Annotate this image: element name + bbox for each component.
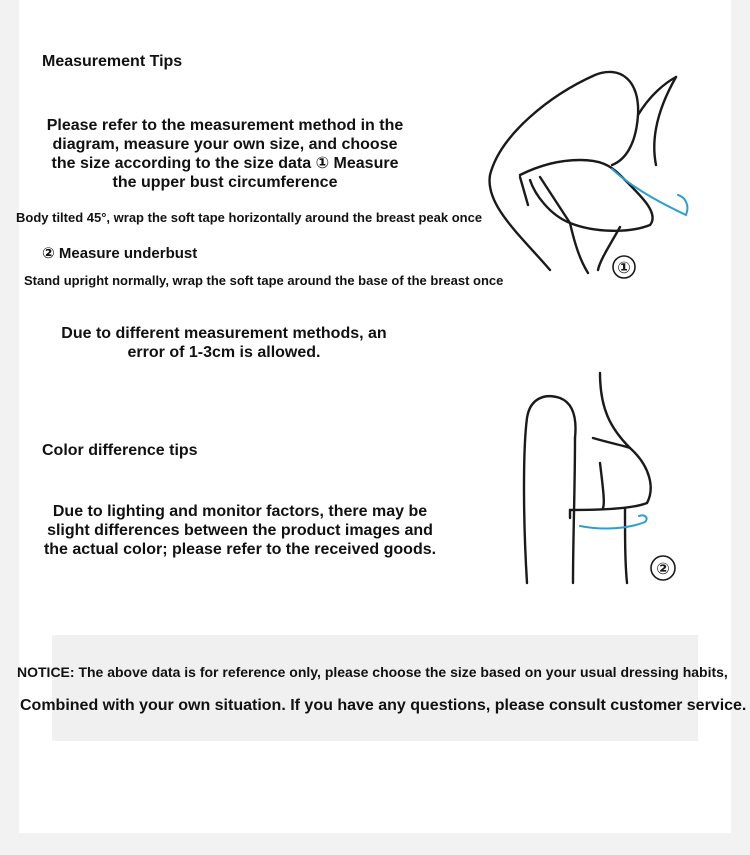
tape-line-2	[580, 515, 647, 528]
figure-outline	[490, 72, 676, 273]
step1-instruction: Body tilted 45°, wrap the soft tape horizontally around the breast peak once	[16, 210, 483, 225]
color-tips-title: Color difference tips	[42, 442, 198, 459]
notice-line-1: NOTICE: The above data is for reference only, please choose the size based on your usual dressing habits,	[17, 664, 728, 680]
step2-title: ② Measure underbust	[42, 245, 198, 262]
underbust-diagram	[515, 368, 685, 593]
measurement-intro: Please refer to the measurement method in the diagram, measure your own size, and choose the size according to the size data ① Measure the upper bust circumference	[46, 117, 404, 191]
error-note: Due to different measurement methods, an error of 1-3cm is allowed.	[61, 325, 387, 361]
measurement-tips-title: Measurement Tips	[42, 53, 183, 70]
upper-bust-diagram	[480, 65, 700, 285]
fig1-label: ①	[617, 258, 631, 277]
notice-line-2: Combined with your own situation. If you have any questions, please consult customer service.	[20, 697, 747, 714]
color-tips-body: Due to lighting and monitor factors, there may be slight differences between the product images and the actual color; please refer to the received goods.	[43, 503, 437, 558]
step2-instruction: Stand upright normally, wrap the soft tape around the base of the breast once	[24, 273, 504, 288]
figure-outline-2	[524, 373, 651, 583]
notice-box	[52, 635, 698, 741]
fig2-label: ②	[656, 559, 670, 578]
